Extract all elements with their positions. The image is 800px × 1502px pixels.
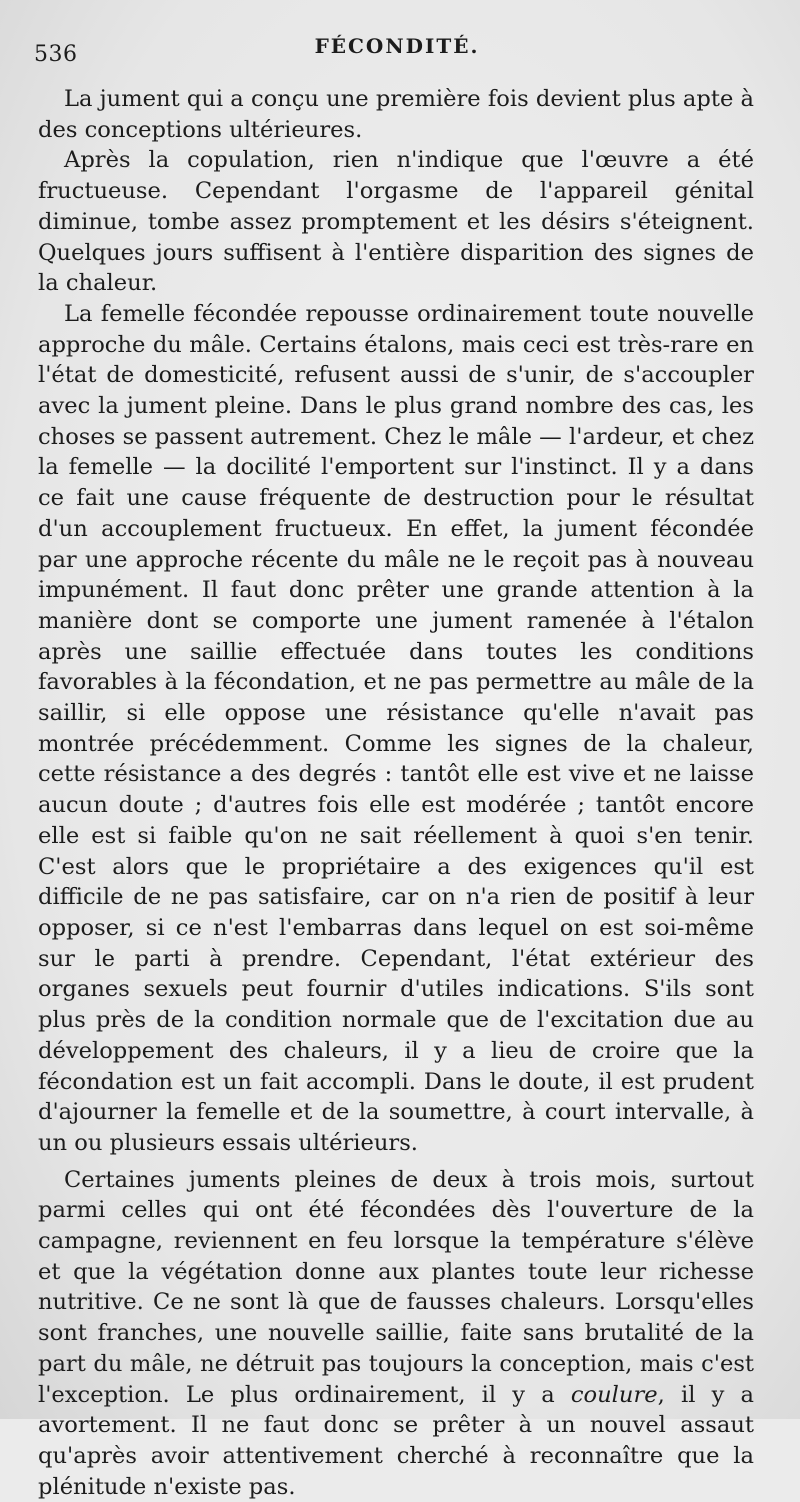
paragraph-3: La femelle fécondée repousse ordinairement toute nouvelle approche du mâle. Certains étalons, mais ceci est très-rare en l'état de domesticité, refusent aussi de s'unir, de s'accoupler avec la jument pleine. Dans le plus grand nombre des cas, les choses se passent autrement. Chez le mâle — l'ardeur, et chez la femelle — la docilité l'emportent sur l'instinct. Il y a dans ce fait une cause fréquente de destruction pour le résultat d'un accouplement fructueux. En effet, la jument fécondée par une approche récente du mâle ne le reçoit pas à nouveau impunément. Il faut donc prêter une grande attention à la manière dont se comporte une jument ramenée à l'étalon après une saillie effectuée dans toutes les conditions favorables à la fécondation, et ne pas permettre au mâle de la saillir, si elle oppose une résistance qu'elle n'avait pas montrée précédemment. Comme les signes de la chaleur, cette résistance a des degrés : tantôt elle est vive et ne laisse aucun doute ; d'autres fois elle est modérée ; tantôt encore elle est si faible qu'on ne sait réellement à quoi s'en tenir. C'est alors que le propriétaire a des exigences qu'il est difficile de ne pas satisfaire, car on n'a rien de positif à leur opposer, si ce n'est l'embarras dans lequel on est soi-même sur le parti à prendre. Cependant, l'état extérieur des organes sexuels peut fournir d'utiles indications. S'ils sont plus près de la condition normale que de l'excitation due au développement des chaleurs, il y a lieu de croire que la fécondation est un fait accompli. Dans le doute, il est prudent d'ajourner la femelle et de la soumettre, à court intervalle, à un ou plusieurs essais ultérieurs. [38, 300, 754, 1156]
running-title: FÉCONDITÉ. [314, 34, 480, 58]
paragraph-2: Après la copulation, rien n'indique que l'œuvre a été fructueuse. Cependant l'orgasme de l'appareil génital diminue, tombe assez promptement et les désirs s'éteignent. Quelques jours suffisent à l'entière disparition des signes de la chaleur. [38, 147, 754, 297]
italic-term: coulure [570, 1381, 658, 1408]
page-header [34, 30, 760, 70]
paragraph-4-text-end: , il y a avortement. Il ne faut donc se prêter à un nouvel assaut qu'après avoir attentivement cherché à reconnaître que la plénitude n'existe pas. [38, 1381, 754, 1500]
paragraph-4 [38, 1165, 754, 1502]
paragraph-1: La jument qui a conçu une première fois devient plus apte à des conceptions ultérieures. [38, 86, 754, 143]
page-body [38, 84, 754, 1502]
paragraph-4-text-start: Certaines juments pleines de deux à trois mois, surtout parmi celles qui ont été fécondées dès l'ouverture de la campagne, reviennent en feu lorsque la température s'élève et que la végétation donne aux plantes toute leur richesse nutritive. Ce ne sont là que de fausses chaleurs. Lorsqu'elles sont franches, une nouvelle saillie, faite sans brutalité de la part du mâle, ne détruit pas toujours la conception, mais c'est l'exception. Le plus ordinairement, il y a [38, 1166, 754, 1408]
page-number: 536 [34, 42, 78, 67]
